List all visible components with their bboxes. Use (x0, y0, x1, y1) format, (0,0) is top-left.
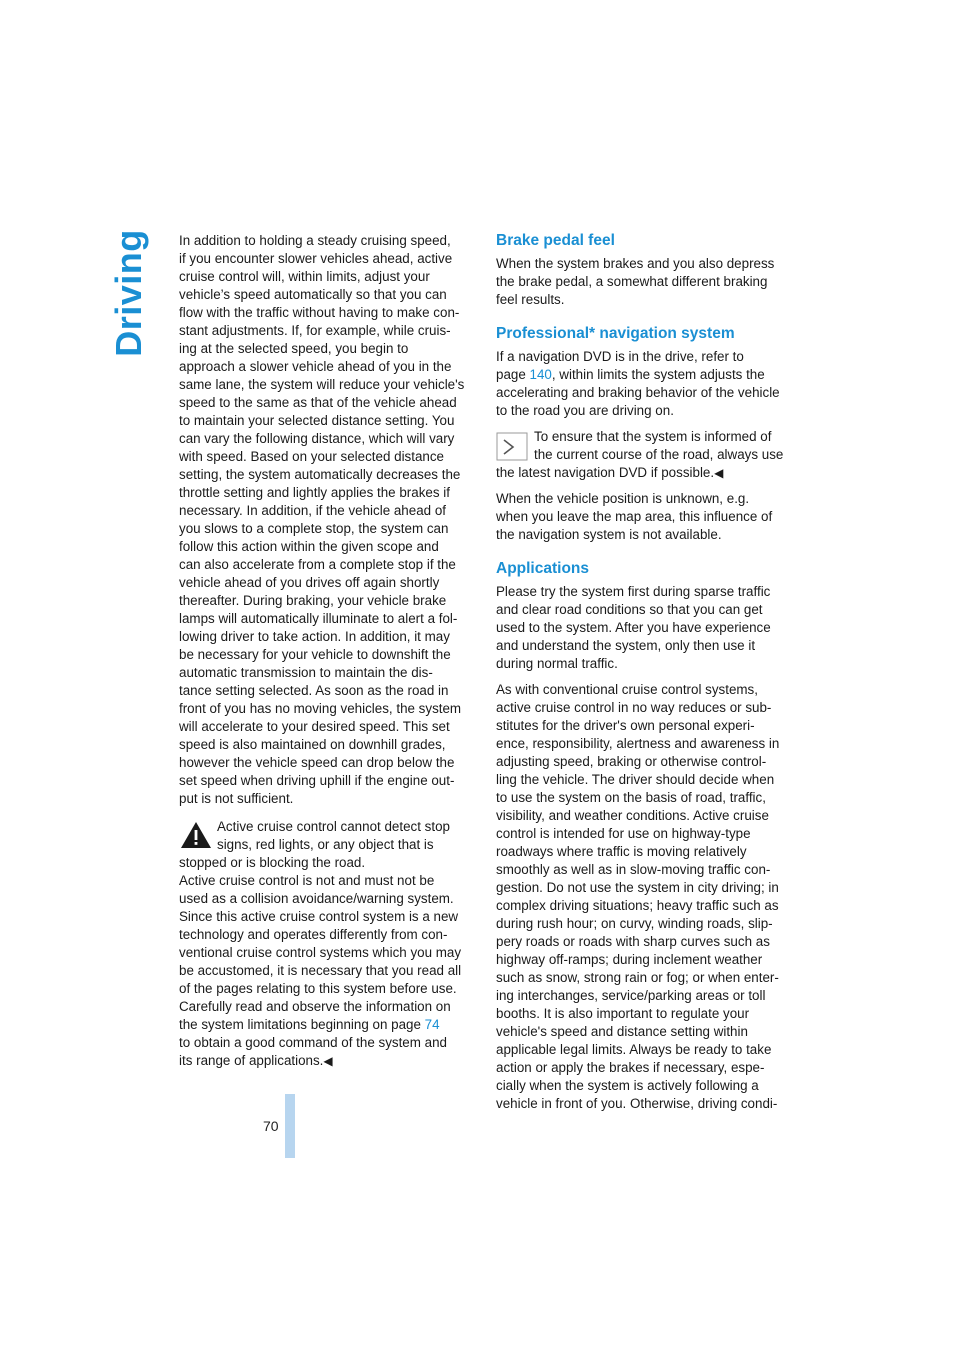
warning-body-line: be accustomed, it is necessary that you read all (179, 963, 462, 978)
intro-line: speed is also maintained on downhill grades, (179, 737, 446, 752)
brake-line: When the system brakes and you also depress (496, 256, 775, 271)
applications-p2-line: As with conventional cruise control systems, (496, 682, 758, 697)
intro-line: be necessary for your vehicle to downshift the (179, 647, 451, 662)
applications-p2-line: visibility, and weather conditions. Active cruise (496, 808, 769, 823)
applications-p2-line: applicable legal limits. Always be ready to take (496, 1042, 772, 1057)
applications-p2-line: stitutes for the driver's own personal experi- (496, 718, 755, 733)
applications-p2-line: smoothly as well as in slow-moving traffic con- (496, 862, 771, 877)
applications-p2-line: complex driving situations; heavy traffic such as (496, 898, 779, 913)
intro-line: throttle setting and lightly applies the brakes if (179, 485, 450, 500)
intro-line: if you encounter slower vehicles ahead, active (179, 251, 453, 266)
note-line-1: To ensure that the system is informed of (534, 429, 772, 444)
applications-p2-line: action or apply the brakes if necessary, espe- (496, 1060, 765, 1075)
note-line-2: the current course of the road, always use (534, 447, 784, 462)
intro-line: to maintain your selected distance setting. You (179, 413, 455, 428)
applications-p2-line: ing interchanges, service/parking areas or toll (496, 988, 766, 1003)
intro-line: can also accelerate from a complete stop if the (179, 557, 456, 572)
note-line-3: the latest navigation DVD if possible.◀ (496, 465, 724, 480)
warning-body (179, 872, 475, 1016)
applications-p2-line: such as snow, strong rain or fog; or when enter- (496, 970, 779, 985)
intro-line: vehicle ahead of you drives off again shortly (179, 575, 440, 590)
intro-line: cruise control will, within limits, adjust your (179, 269, 430, 284)
intro-line: stant adjustments. If, for example, while cruis- (179, 323, 451, 338)
applications-paragraph-2 (496, 681, 791, 1113)
section-title: Driving (108, 229, 150, 357)
left-column (179, 232, 475, 1070)
right-column (496, 232, 791, 1121)
warning-body-line: Carefully read and observe the information on (179, 999, 451, 1014)
applications-p2-line: ence, responsibility, alertness and awareness in (496, 736, 780, 751)
intro-line: flow with the traffic without having to make con- (179, 305, 460, 320)
heading-brake-pedal-feel: Brake pedal feel (496, 232, 615, 249)
intro-line: lowing driver to take action. In addition, it may (179, 629, 450, 644)
intro-line: however the vehicle speed can drop below the (179, 755, 455, 770)
intro-line: lamps will automatically illuminate to alert a fol- (179, 611, 458, 626)
applications-p2-line: gestion. Do not use the system in city driving; in (496, 880, 779, 895)
heading-navigation-system: Professional* navigation system (496, 325, 735, 342)
intro-line: front of you has no moving vehicles, the system (179, 701, 462, 716)
applications-p2-line: to use the system on the basis of road, traffic, (496, 790, 766, 805)
warning-line-3: stopped or is blocking the road. (179, 855, 366, 870)
applications-p2-line: ling the vehicle. The driver should decide when (496, 772, 775, 787)
warning-ref-line: the system limitations beginning on page 74 (179, 1017, 440, 1032)
applications-p1-line: Please try the system first during sparse traffic (496, 584, 771, 599)
intro-line: same lane, the system will reduce your vehicle's (179, 377, 465, 392)
position-unknown-line: the navigation system is not available. (496, 527, 722, 542)
intro-line: thereafter. During braking, your vehicle brake (179, 593, 447, 608)
intro-line: set speed when driving uphill if the engine out- (179, 773, 455, 788)
intro-line: tance setting selected. As soon as the road in (179, 683, 449, 698)
arrow-note-icon (496, 432, 530, 462)
intro-line: vehicle’s speed automatically so that you can (179, 287, 447, 302)
applications-p2-line: active cruise control in no way reduces or sub- (496, 700, 772, 715)
warning-body-line: Active cruise control is not and must not be (179, 873, 435, 888)
brake-line: the brake pedal, a somewhat different braking (496, 274, 768, 289)
navigation-paragraph: If a navigation DVD is in the drive, refer to page 140, within limits the system adjusts the accelerating and braking behavior of the vehicle to the road you are driving on. (496, 349, 780, 418)
intro-line: In addition to holding a steady cruising speed, (179, 233, 451, 248)
position-unknown-line: When the vehicle position is unknown, e.g. (496, 491, 750, 506)
brake-paragraph (496, 255, 791, 309)
position-unknown-paragraph (496, 490, 791, 544)
warning-tail-1: to obtain a good command of the system and (179, 1035, 447, 1050)
warning-body-line: Since this active cruise control system is a new (179, 909, 459, 924)
page-number: 70 (263, 1118, 279, 1134)
heading-applications: Applications (496, 560, 590, 577)
warning-body-line: of the pages relating to this system before use. (179, 981, 457, 996)
applications-p2-line: vehicle's speed and distance setting within (496, 1024, 748, 1039)
warning-triangle-icon (179, 820, 213, 850)
warning-body-line: used as a collision avoidance/warning system. (179, 891, 454, 906)
applications-p2-line: highway off-ramps; during inclement weather (496, 952, 763, 967)
intro-line: put is not sufficient. (179, 791, 294, 806)
warning-tail-2: its range of applications.◀ (179, 1053, 333, 1068)
applications-p2-line: cially when the system is actively following a (496, 1078, 759, 1093)
warning-body-line: ventional cruise control systems which you may (179, 945, 462, 960)
intro-line: ing at the selected speed, you begin to (179, 341, 409, 356)
intro-line: automatic transmission to maintain the dis- (179, 665, 433, 680)
intro-line: will accelerate to your desired speed. This set (179, 719, 450, 734)
brake-line: feel results. (496, 292, 565, 307)
warning-note (179, 818, 475, 1070)
intro-line: necessary. In addition, if the vehicle ahead of (179, 503, 446, 518)
intro-line: can vary the following distance, which will vary (179, 431, 455, 446)
applications-p1-line: and clear road conditions so that you can get (496, 602, 763, 617)
applications-p2-line: roadways where traffic is moving relatively (496, 844, 747, 859)
end-mark: ◀ (323, 1054, 333, 1068)
applications-p2-line: during rush hour; on curvy, winding roads, slip- (496, 916, 773, 931)
intro-line: with speed. Based on your selected distance (179, 449, 445, 464)
applications-p1-line: and understand the system, only then use it (496, 638, 756, 653)
warning-line-1: Active cruise control cannot detect stop (217, 819, 450, 834)
applications-p2-line: control is intended for use on highway-type (496, 826, 751, 841)
intro-line: approach a slower vehicle ahead of you in the (179, 359, 452, 374)
intro-line: speed to the same as that of the vehicle ahead (179, 395, 457, 410)
applications-p2-line: vehicle in front of you. Otherwise, driving condi- (496, 1096, 778, 1111)
warning-line-2: signs, red lights, or any object that is (217, 837, 434, 852)
position-unknown-line: when you leave the map area, this influence of (496, 509, 773, 524)
intro-line: follow this action within the given scope and (179, 539, 439, 554)
applications-p2-line: adjusting speed, braking or otherwise control- (496, 754, 767, 769)
page-link-140[interactable]: 140 (529, 367, 552, 382)
warning-body-line: technology and operates differently from con- (179, 927, 448, 942)
applications-p2-line: booths. It is also important to regulate your (496, 1006, 750, 1021)
applications-p1-line: during normal traffic. (496, 656, 618, 671)
applications-p1-line: used to the system. After you have experience (496, 620, 771, 635)
applications-paragraph-1 (496, 583, 791, 673)
applications-p2-line: pery roads or roads with sharp curves such as (496, 934, 770, 949)
intro-line: setting, the system automatically decreases the (179, 467, 461, 482)
navigation-note (496, 428, 791, 482)
page-marker-bar (285, 1094, 295, 1158)
section-tab (104, 228, 154, 358)
page-link-74[interactable]: 74 (424, 1017, 440, 1032)
intro-line: you slows to a complete stop, the system can (179, 521, 449, 536)
intro-paragraph (179, 232, 475, 808)
